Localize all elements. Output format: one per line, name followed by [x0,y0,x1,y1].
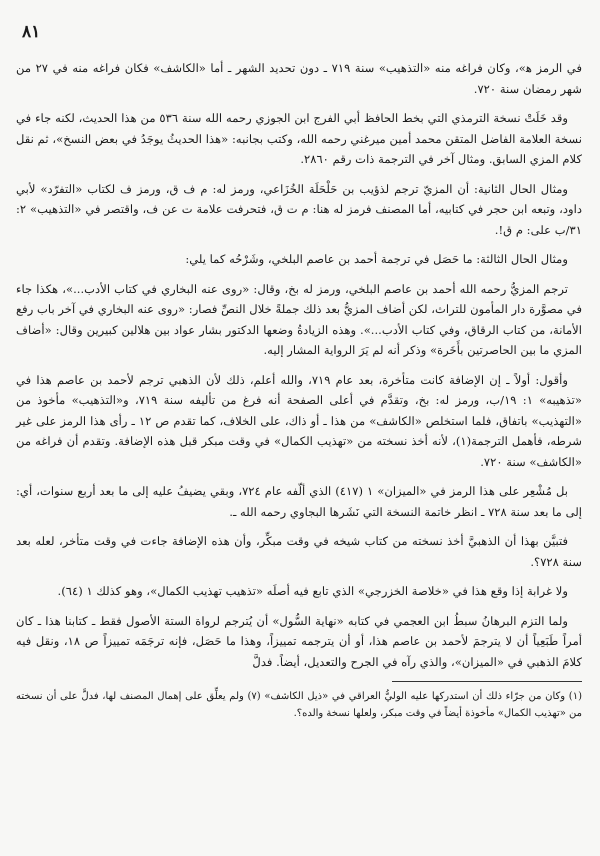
paragraph: بل مُشْعِر على هذا الرمز في «الميزان» ١ (٤١٧) الذي ألّفه عام ٧٢٤، وبقي يضيفُ عليه إلى ما بعد أربع سنوات، أي: إلى ما بعد سنة ٧٢٨ ـ انظر خاتمة النسخة التي نَشَرها البجاوي رحمه الله ـ. [16,484,582,519]
paragraph: ولا غرابة إذا وقع هذا في «خلاصة الخزرجي» الذي تابع فيه أصلَه «تذهيب تهذيب الكمال»، وهو كذلك ١ (٦٤). [57,584,568,598]
paragraph: ولما التزم البرهانُ سبطُ ابن العجمي في كتابه «نهاية السُّول» أن يُترجم لرواة الستة الأصول فقط ـ كتابنا هذا ـ كان أمراً طَبَعِياً أن لا يترجمَ لأحمد بن عاصم هذا، أو أن يترجمه تمييزاً، وهذا ما حَصَل، فإنه ترجَمَه تمييزاً ص ١٨، ونقل فيه كلامَ الذهبي في «الميزان»، والذي رآه في الجرح والتعديل، أيضاً. فدلَّ [16,613,582,669]
paragraph: ترجم المزيُّ رحمه الله أحمد بن عاصم البلخي، ورمز له بخ، وقال: «روى عنه البخاري في كتاب الأدب...»، هكذا جاء في مصوَّرة دار المأمون للتراث، لكن أضاف المزيُّ بعد ذلك جملةً خلال النصِّ فصار: «روى عنه البخاري في آخر باب رفع الأمانة، من كتاب الرقاق، وفي كتاب الأدب...». وهذه الزيادةُ وضعها الدكتور بشار عواد بين هلالين كبيرين وقال: «أضاف المزي ما بين الحاصرتين بأَخَرة» وذكر أنه لم يَرَ الرواية المشار إليه. [16,281,582,357]
footnotes [16,688,582,722]
footnote: (١) وكان من جرّاء ذلك أن استدركها عليه الوليُّ العراقي في «ذيل الكاشف» (٧) ولم يعلِّق على إهمال المصنف لها، فدلَّ على أن نسخته من «تهذيب الكمال» مأخوذة أيضاً في وقت مبكر، ولعلها نسخة والده؟. [16,691,582,719]
footnote-divider [392,681,582,682]
paragraph: وقد خَلَتْ نسخة الترمذي التي بخط الحافظ أبي الفرج ابن الجوزي رحمه الله سنة ٥٣٦ من هذا الحديث، لكنه جاء في نسخة العلامة الفاضل المتقن محمد أمين ميرغني رحمه الله، وكتب بجانبه: «هذا الحديثُ يوجَدُ في بعض النسخ»، ثم نقل كلام المزي السابق. ومثال آخر في الترجمة ذات رقم ٢٨٦٠. [16,111,582,166]
paragraph: وأقول: أولاً ـ إن الإضافة كانت متأخرة، بعد عام ٧١٩، والله أعلم، ذلك لأن الذهبي ترجم لأحمد بن عاصم هذا في «تذهيبه» ١: ١٩/ب، ورمز له: بخ، وتقدَّم في أعلى الصفحة أنه فرغ من تأليفه سنة ٧١٩، و«التذهيب» مأخوذ من «التهذيب» باتفاق، فلما استخلص «الكاشف» من هذا ـ أو ذاك، على الخلاف، كما تقدم ص ١٢ ـ رأى هذا الرمز على غير شرطه، فأهمل الترجمة(١)، لأنه أخذ نسخته من «تهذيب الكمال» في وقت مبكر قبل هذه الإضافة. وتقدم أن فراغه من «الكاشف» سنة ٧٢٠. [16,372,583,469]
main-text [16,58,582,672]
paragraph: في الرمز ﻫ»، وكان فراغه منه «التذهيب» سنة ٧١٩ ـ دون تحديد الشهر ـ أما «الكاشف» فكان فراغه منه في ٢٧ من شهر رمضان سنة ٧٢٠. [16,61,582,96]
paragraph: فتبيَّن بهذا أن الذهبيَّ أخذ نسخته من كتاب شيخه في وقت مبكِّر، وأن هذه الإضافة جاءت في وقت متأخر، لعله بعد سنة ٧٢٨؟. [16,534,582,569]
paragraph: ومثال الحال الثانية: أن المزيّ ترجم لذؤيب بن حَلْحَلَة الخُزَاعي، ورمز له: م ف ق، ورمز ف لكتاب «التفرّد» لأبي داود، وتبعه ابن حجر في كتابيه، أما المصنف فرمز له هنا: م ت ق، فتحرفت علامة ت عن ف، واقتصر في «التذهيب» ٢: ٣١/ب على: م ق!. [16,181,582,237]
paragraph: ومثال الحال الثالثة: ما حَصَل في ترجمة أحمد بن عاصم البلخي، وشَرْحُه كما يلي: [185,252,568,266]
page-number: ٨١ [22,22,41,42]
